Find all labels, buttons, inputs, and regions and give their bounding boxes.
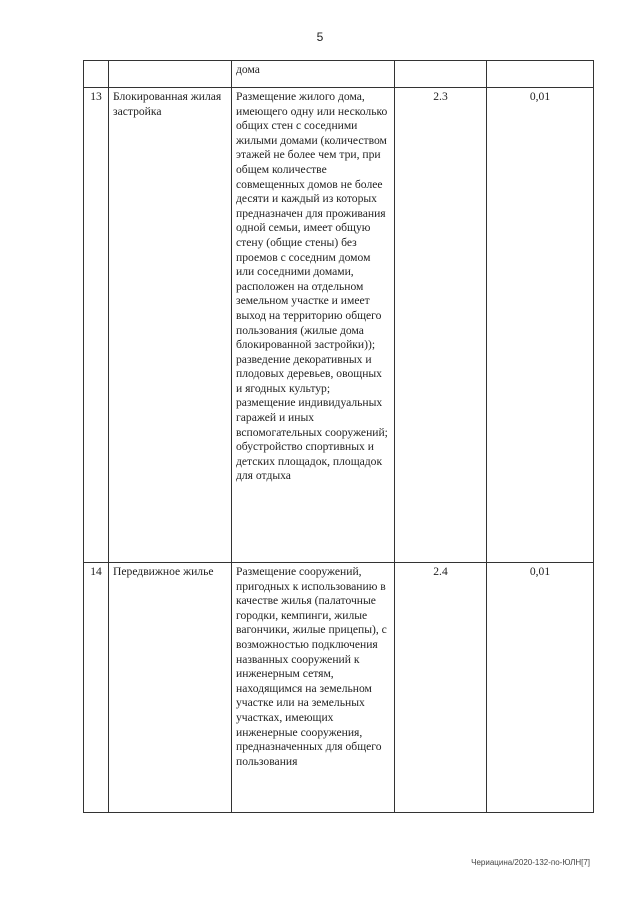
row-number — [84, 61, 109, 88]
land-use-table — [83, 60, 594, 813]
min-area: 0,01 — [487, 563, 594, 813]
table-row — [84, 563, 594, 813]
use-code: 2.4 — [395, 563, 487, 813]
page-number: 5 — [316, 30, 324, 44]
document-footer: Чериацина/2020-132-по-ЮЛН[7] — [471, 858, 590, 867]
row-number: 13 — [84, 88, 109, 563]
table-row — [84, 88, 594, 563]
use-name — [109, 61, 232, 88]
use-code: 2.3 — [395, 88, 487, 563]
table-row — [84, 61, 594, 88]
use-description: дома — [232, 61, 395, 88]
min-area: 0,01 — [487, 88, 594, 563]
use-description: Размещение жилого дома, имеющего одну или несколько общих стен с соседними жилыми домами (количеством этажей не более чем три, при общем количестве совмещенных домов не более десяти и каждый из которых предназначен для проживания одной семьи, имеет общую стену (общие стены) без проемов с соседним домом или соседними домами, расположен на отдельном земельном участке и имеет выход на территорию общего пользования (жилые дома блокированной застройки)); разведение декоративных и плодовых деревьев, овощных и ягодных культур; размещение индивидуальных гаражей и иных вспомогательных сооружений; обустройство спортивных и детских площадок, площадок для отдыха — [232, 88, 395, 563]
min-area — [487, 61, 594, 88]
use-code — [395, 61, 487, 88]
use-name: Блокированная жилая застройка — [109, 88, 232, 563]
row-number: 14 — [84, 563, 109, 813]
use-description: Размещение сооружений, пригодных к использованию в качестве жилья (палаточные городки, кемпинги, жилые вагончики, жилые прицепы), с возможностью подключения названных сооружений к инженерным сетям, находящимся на земельном участке или на земельных участках, имеющих инженерные сооружения, предназначенных для общего пользования — [232, 563, 395, 813]
use-name: Передвижное жилье — [109, 563, 232, 813]
